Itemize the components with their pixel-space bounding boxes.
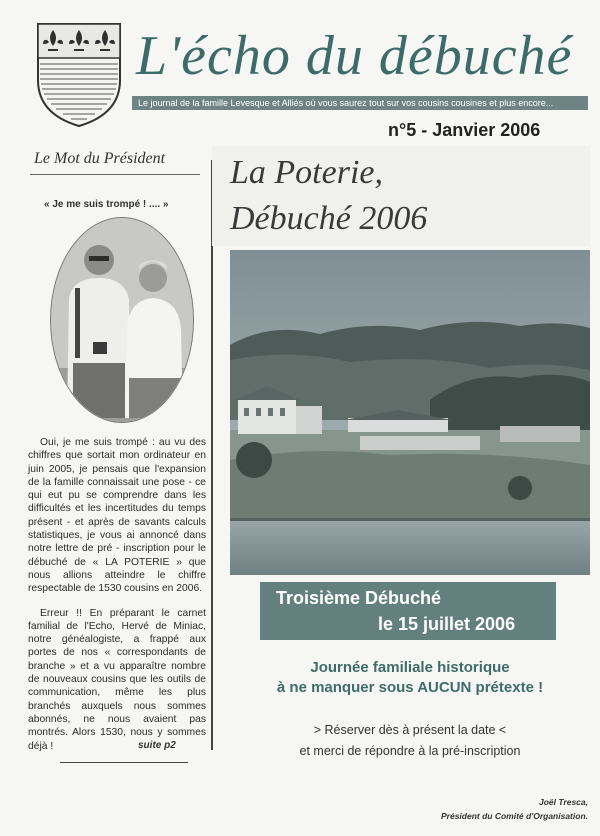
issue-number: n°5 - Janvier 2006: [388, 120, 541, 140]
newsletter-title: L'écho du débuché: [136, 25, 573, 87]
event-date-banner: [260, 582, 556, 640]
event-tagline: [230, 658, 590, 698]
event-tagline-line-1: Journée familiale historique: [310, 659, 510, 676]
column-divider: [211, 160, 213, 750]
reservation-line-1: > Réserver dès à présent la date <: [313, 723, 507, 737]
section-title: Le Mot du Président: [34, 150, 166, 167]
signature-role: Président du Comité d'Organisation.: [440, 811, 588, 821]
couple-photo-image: [51, 218, 193, 422]
reservation-note: [230, 720, 590, 762]
chateau-landscape-photo: [230, 250, 590, 575]
event-title: Troisième Débuché: [276, 588, 442, 608]
reservation-line-2: et merci de répondre à la pré-inscription: [299, 744, 521, 758]
article-paragraph: Oui, je me suis trompé : au vu des chiffres que sortait mon ordinateur en juin 2005, je pensais que l'expansion de la famille connaissait une pose - ce qui eut pu se comprendre dans les difficultés et les incertitudes du temps présent - et après de savants calculs statistiques, je vous ai annoncé dans notre lettre de pré - inscription pour le débuché de « LA POTERIE » que nous allions atteindre le chiffre respectable de 1530 cousins en 2006.: [28, 437, 206, 595]
president-photo: [50, 217, 194, 423]
president-article-body: [28, 436, 206, 764]
event-tagline-line-2: à ne manquer sous AUCUN prétexte !: [276, 679, 544, 696]
headline-line-2: Débuché 2006: [230, 200, 428, 237]
family-crest-icon: [36, 22, 122, 128]
section-title-rule: [30, 174, 200, 175]
newsletter-tagline: Le journal de la famille Levesque et Alliés où vous saurez tout sur vos cousins cousines et plus encore...: [132, 96, 588, 110]
article-end-rule: [60, 762, 188, 763]
article-paragraph: Erreur !! En préparant le carnet familial de l'Echo, Hervé de Miniac, notre généalogiste, a frappé aux portes de nos « correspondants de branche » et a vu apparaître nombre de nouveaux cousins que les outils de communication, même les plus branchés auxquels nous sommes abonnés, ne nous avaient pas montrés. Alors 1530, nous y sommes déjà !: [28, 607, 206, 752]
headline-line-1: La Poterie,: [230, 154, 383, 191]
signature: [360, 795, 588, 823]
main-headline: [230, 150, 570, 242]
continued-link[interactable]: suite p2: [138, 740, 176, 751]
signature-name: Joël Tresca,: [539, 797, 588, 807]
article-quote: « Je me suis trompé ! .... »: [44, 199, 169, 210]
event-date: le 15 juillet 2006: [378, 614, 516, 634]
